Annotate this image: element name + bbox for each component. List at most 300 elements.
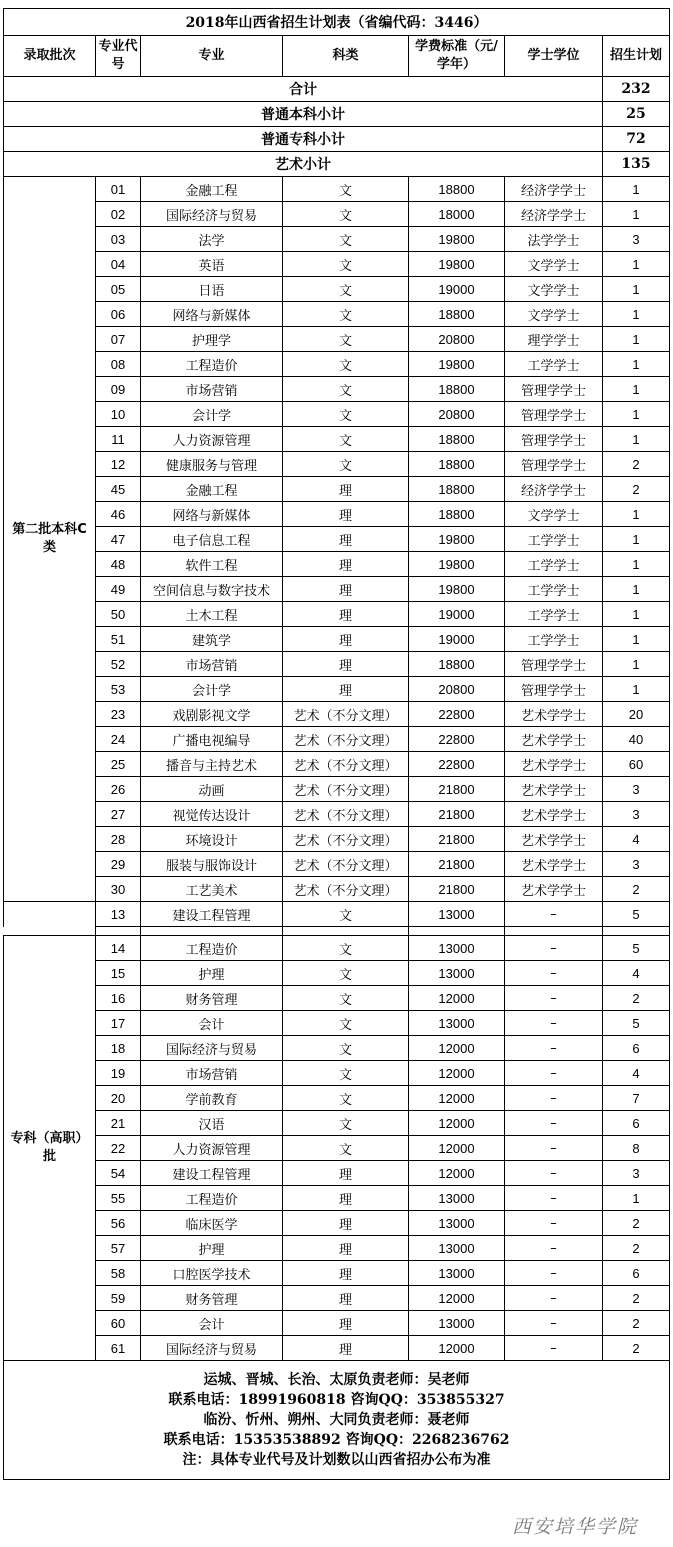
major-code-cell: 07 bbox=[96, 327, 141, 352]
table-row bbox=[4, 227, 670, 252]
category-cell: 文 bbox=[283, 402, 409, 427]
tuition-cell: 18800 bbox=[409, 377, 505, 402]
major-name-cell: 工程造价 bbox=[141, 352, 283, 377]
tuition-cell: 22800 bbox=[409, 702, 505, 727]
quota-cell: 1 bbox=[603, 302, 670, 327]
major-name-cell: 国际经济与贸易 bbox=[141, 1336, 283, 1361]
category-cell: 文 bbox=[283, 452, 409, 477]
category-cell: 文 bbox=[283, 1061, 409, 1086]
table-row bbox=[4, 502, 670, 527]
major-name-cell: 服装与服饰设计 bbox=[141, 852, 283, 877]
major-name-cell: 播音与主持艺术 bbox=[141, 752, 283, 777]
quota-cell: 1 bbox=[603, 327, 670, 352]
degree-cell: – bbox=[505, 1111, 603, 1136]
table-row bbox=[4, 1111, 670, 1136]
tuition-cell: 19800 bbox=[409, 252, 505, 277]
degree-cell: – bbox=[505, 986, 603, 1011]
major-name-cell: 法学 bbox=[141, 227, 283, 252]
contact-notes bbox=[4, 1361, 670, 1480]
gap-cell bbox=[603, 927, 670, 936]
quota-cell: 1 bbox=[603, 277, 670, 302]
category-cell: 文 bbox=[283, 961, 409, 986]
table-row bbox=[4, 327, 670, 352]
major-name-cell: 临床医学 bbox=[141, 1211, 283, 1236]
major-code-cell: 47 bbox=[96, 527, 141, 552]
quota-cell: 2 bbox=[603, 1336, 670, 1361]
major-name-cell: 工程造价 bbox=[141, 1186, 283, 1211]
gap-cell bbox=[4, 927, 96, 936]
enrollment-plan-table bbox=[3, 8, 670, 1480]
category-cell: 理 bbox=[283, 477, 409, 502]
quota-cell: 1 bbox=[603, 502, 670, 527]
degree-cell: 工学学士 bbox=[505, 527, 603, 552]
major-name-cell: 戏剧影视文学 bbox=[141, 702, 283, 727]
gap-cell bbox=[96, 927, 141, 936]
header-tuition: 学费标准（元/学年） bbox=[409, 36, 505, 77]
category-cell: 文 bbox=[283, 252, 409, 277]
quota-cell: 20 bbox=[603, 702, 670, 727]
quota-cell: 2 bbox=[603, 1211, 670, 1236]
category-cell: 理 bbox=[283, 1236, 409, 1261]
note-line: 联系电话：15353538892 咨询QQ：2268236762 bbox=[163, 1432, 510, 1448]
enrollment-plan-sheet bbox=[3, 8, 669, 1480]
degree-cell: 艺术学学士 bbox=[505, 877, 603, 902]
major-code-cell: 45 bbox=[96, 477, 141, 502]
degree-cell: – bbox=[505, 1211, 603, 1236]
quota-cell: 1 bbox=[603, 627, 670, 652]
major-name-cell: 工艺美术 bbox=[141, 877, 283, 902]
tuition-cell: 12000 bbox=[409, 1286, 505, 1311]
major-code-cell: 55 bbox=[96, 1186, 141, 1211]
degree-cell: – bbox=[505, 1336, 603, 1361]
category-cell: 文 bbox=[283, 1136, 409, 1161]
major-code-cell: 28 bbox=[96, 827, 141, 852]
major-name-cell: 财务管理 bbox=[141, 986, 283, 1011]
degree-cell: 文学学士 bbox=[505, 252, 603, 277]
header-quota: 招生计划 bbox=[603, 36, 670, 77]
tuition-cell: 13000 bbox=[409, 936, 505, 961]
category-cell: 理 bbox=[283, 1286, 409, 1311]
degree-cell: – bbox=[505, 1061, 603, 1086]
category-cell: 文 bbox=[283, 427, 409, 452]
major-code-cell: 26 bbox=[96, 777, 141, 802]
category-cell: 艺术（不分文理） bbox=[283, 802, 409, 827]
category-cell: 艺术（不分文理） bbox=[283, 752, 409, 777]
table-row bbox=[4, 752, 670, 777]
major-name-cell: 汉语 bbox=[141, 1111, 283, 1136]
category-cell: 文 bbox=[283, 377, 409, 402]
table-row bbox=[4, 577, 670, 602]
tuition-cell: 19800 bbox=[409, 352, 505, 377]
major-name-cell: 人力资源管理 bbox=[141, 1136, 283, 1161]
degree-cell: 经济学学士 bbox=[505, 477, 603, 502]
major-name-cell: 市场营销 bbox=[141, 377, 283, 402]
degree-cell: 理学学士 bbox=[505, 327, 603, 352]
tuition-cell: 20800 bbox=[409, 327, 505, 352]
degree-cell: – bbox=[505, 1311, 603, 1336]
major-code-cell: 25 bbox=[96, 752, 141, 777]
school-watermark: 西安培华学院 bbox=[512, 1516, 639, 1538]
major-name-cell: 网络与新媒体 bbox=[141, 302, 283, 327]
quota-cell: 60 bbox=[603, 752, 670, 777]
degree-cell: 艺术学学士 bbox=[505, 702, 603, 727]
major-code-cell: 23 bbox=[96, 702, 141, 727]
tuition-cell: 18800 bbox=[409, 502, 505, 527]
table-row bbox=[4, 961, 670, 986]
quota-cell: 6 bbox=[603, 1036, 670, 1061]
major-name-cell: 电子信息工程 bbox=[141, 527, 283, 552]
note-line: 注：具体专业代号及计划数以山西省招办公布为准 bbox=[182, 1452, 491, 1468]
degree-cell: 艺术学学士 bbox=[505, 727, 603, 752]
degree-cell: 管理学学士 bbox=[505, 402, 603, 427]
table-row bbox=[4, 1236, 670, 1261]
major-name-cell: 市场营销 bbox=[141, 652, 283, 677]
quota-cell: 1 bbox=[603, 402, 670, 427]
category-cell: 文 bbox=[283, 327, 409, 352]
category-cell: 艺术（不分文理） bbox=[283, 777, 409, 802]
tuition-cell: 20800 bbox=[409, 677, 505, 702]
tuition-cell: 18000 bbox=[409, 202, 505, 227]
quota-cell: 1 bbox=[603, 177, 670, 202]
tuition-cell: 22800 bbox=[409, 727, 505, 752]
major-name-cell: 金融工程 bbox=[141, 477, 283, 502]
table-row bbox=[4, 777, 670, 802]
table-row bbox=[4, 627, 670, 652]
major-name-cell: 会计学 bbox=[141, 677, 283, 702]
major-code-cell: 24 bbox=[96, 727, 141, 752]
quota-cell: 1 bbox=[603, 527, 670, 552]
degree-cell: – bbox=[505, 1186, 603, 1211]
summary-row-art bbox=[4, 152, 670, 177]
degree-cell: 法学学士 bbox=[505, 227, 603, 252]
major-code-cell: 12 bbox=[96, 452, 141, 477]
major-code-cell: 16 bbox=[96, 986, 141, 1011]
major-name-cell: 建设工程管理 bbox=[141, 902, 283, 927]
summary-value: 25 bbox=[603, 102, 670, 127]
quota-cell: 2 bbox=[603, 1311, 670, 1336]
quota-cell: 5 bbox=[603, 936, 670, 961]
table-row bbox=[4, 602, 670, 627]
major-name-cell: 学前教育 bbox=[141, 1086, 283, 1111]
major-name-cell: 口腔医学技术 bbox=[141, 1261, 283, 1286]
tuition-cell: 19800 bbox=[409, 527, 505, 552]
section-gap bbox=[4, 927, 670, 936]
table-row bbox=[4, 352, 670, 377]
category-cell: 理 bbox=[283, 552, 409, 577]
major-name-cell: 建筑学 bbox=[141, 627, 283, 652]
tuition-cell: 18800 bbox=[409, 477, 505, 502]
degree-cell: 管理学学士 bbox=[505, 677, 603, 702]
header-batch: 录取批次 bbox=[4, 36, 96, 77]
major-code-cell: 21 bbox=[96, 1111, 141, 1136]
tuition-cell: 18800 bbox=[409, 452, 505, 477]
header-category: 科类 bbox=[283, 36, 409, 77]
batch-label: 第二批本科C类 bbox=[12, 522, 87, 555]
note-line: 临汾、忻州、朔州、大同负责老师：聂老师 bbox=[203, 1412, 470, 1428]
major-name-cell: 健康服务与管理 bbox=[141, 452, 283, 477]
table-row bbox=[4, 702, 670, 727]
summary-label: 普通专科小计 bbox=[4, 127, 603, 152]
table-row bbox=[4, 477, 670, 502]
major-code-cell: 11 bbox=[96, 427, 141, 452]
category-cell: 文 bbox=[283, 352, 409, 377]
degree-cell: – bbox=[505, 1286, 603, 1311]
major-name-cell: 会计学 bbox=[141, 402, 283, 427]
table-row bbox=[4, 377, 670, 402]
tuition-cell: 18800 bbox=[409, 427, 505, 452]
degree-cell: 经济学学士 bbox=[505, 202, 603, 227]
summary-label: 合计 bbox=[4, 77, 603, 102]
tuition-cell: 13000 bbox=[409, 1236, 505, 1261]
major-code-cell: 49 bbox=[96, 577, 141, 602]
table-row bbox=[4, 1286, 670, 1311]
batch-cell-undergrad bbox=[4, 177, 96, 902]
table-row bbox=[4, 452, 670, 477]
table-row bbox=[4, 427, 670, 452]
degree-cell: 管理学学士 bbox=[505, 452, 603, 477]
tuition-cell: 19800 bbox=[409, 227, 505, 252]
tuition-cell: 12000 bbox=[409, 1061, 505, 1086]
degree-cell: 工学学士 bbox=[505, 602, 603, 627]
major-name-cell: 护理学 bbox=[141, 327, 283, 352]
degree-cell: – bbox=[505, 1011, 603, 1036]
degree-cell: – bbox=[505, 902, 603, 927]
category-cell: 理 bbox=[283, 1161, 409, 1186]
quota-cell: 1 bbox=[603, 577, 670, 602]
quota-cell: 2 bbox=[603, 1286, 670, 1311]
quota-cell: 2 bbox=[603, 1236, 670, 1261]
major-code-cell: 57 bbox=[96, 1236, 141, 1261]
quota-cell: 3 bbox=[603, 227, 670, 252]
major-name-cell: 工程造价 bbox=[141, 936, 283, 961]
category-cell: 理 bbox=[283, 527, 409, 552]
category-cell: 文 bbox=[283, 277, 409, 302]
quota-cell: 3 bbox=[603, 1161, 670, 1186]
tuition-cell: 18800 bbox=[409, 652, 505, 677]
quota-cell: 1 bbox=[603, 202, 670, 227]
quota-cell: 1 bbox=[603, 552, 670, 577]
tuition-cell: 20800 bbox=[409, 402, 505, 427]
tuition-cell: 19000 bbox=[409, 627, 505, 652]
table-row bbox=[4, 1061, 670, 1086]
major-code-cell: 30 bbox=[96, 877, 141, 902]
tuition-cell: 21800 bbox=[409, 877, 505, 902]
header-code: 专业代号 bbox=[96, 36, 141, 77]
degree-cell: – bbox=[505, 961, 603, 986]
major-name-cell: 广播电视编导 bbox=[141, 727, 283, 752]
empty-batch-cell bbox=[4, 902, 96, 927]
category-cell: 理 bbox=[283, 1211, 409, 1236]
category-cell: 理 bbox=[283, 1261, 409, 1286]
major-name-cell: 市场营销 bbox=[141, 1061, 283, 1086]
degree-cell: – bbox=[505, 1236, 603, 1261]
major-name-cell: 视觉传达设计 bbox=[141, 802, 283, 827]
quota-cell: 2 bbox=[603, 452, 670, 477]
summary-label: 普通本科小计 bbox=[4, 102, 603, 127]
table-row bbox=[4, 202, 670, 227]
tuition-cell: 19000 bbox=[409, 602, 505, 627]
tuition-cell: 13000 bbox=[409, 961, 505, 986]
tuition-cell: 12000 bbox=[409, 1086, 505, 1111]
quota-cell: 1 bbox=[603, 377, 670, 402]
table-row bbox=[4, 277, 670, 302]
tuition-cell: 12000 bbox=[409, 1036, 505, 1061]
degree-cell: 艺术学学士 bbox=[505, 752, 603, 777]
major-code-cell: 50 bbox=[96, 602, 141, 627]
major-code-cell: 02 bbox=[96, 202, 141, 227]
major-code-cell: 27 bbox=[96, 802, 141, 827]
batch-cell-college bbox=[4, 936, 96, 1361]
table-row bbox=[4, 1336, 670, 1361]
major-name-cell: 动画 bbox=[141, 777, 283, 802]
tuition-cell: 21800 bbox=[409, 852, 505, 877]
category-cell: 文 bbox=[283, 1011, 409, 1036]
major-code-cell: 60 bbox=[96, 1311, 141, 1336]
major-name-cell: 人力资源管理 bbox=[141, 427, 283, 452]
table-row bbox=[4, 986, 670, 1011]
tuition-cell: 12000 bbox=[409, 1161, 505, 1186]
major-name-cell: 空间信息与数字技术 bbox=[141, 577, 283, 602]
category-cell: 理 bbox=[283, 1186, 409, 1211]
degree-cell: 艺术学学士 bbox=[505, 852, 603, 877]
tuition-cell: 12000 bbox=[409, 1336, 505, 1361]
quota-cell: 3 bbox=[603, 777, 670, 802]
tuition-cell: 18800 bbox=[409, 302, 505, 327]
quota-cell: 1 bbox=[603, 677, 670, 702]
table-row bbox=[4, 527, 670, 552]
tuition-cell: 13000 bbox=[409, 1211, 505, 1236]
table-row bbox=[4, 677, 670, 702]
table-row bbox=[4, 1036, 670, 1061]
degree-cell: – bbox=[505, 936, 603, 961]
table-row bbox=[4, 727, 670, 752]
table-row bbox=[4, 302, 670, 327]
summary-value: 72 bbox=[603, 127, 670, 152]
category-cell: 艺术（不分文理） bbox=[283, 877, 409, 902]
degree-cell: 文学学士 bbox=[505, 302, 603, 327]
table-row bbox=[4, 802, 670, 827]
tuition-cell: 12000 bbox=[409, 986, 505, 1011]
degree-cell: – bbox=[505, 1036, 603, 1061]
table-row bbox=[4, 902, 670, 927]
category-cell: 文 bbox=[283, 177, 409, 202]
category-cell: 理 bbox=[283, 577, 409, 602]
table-row bbox=[4, 1186, 670, 1211]
table-row bbox=[4, 1011, 670, 1036]
major-name-cell: 英语 bbox=[141, 252, 283, 277]
category-cell: 文 bbox=[283, 1111, 409, 1136]
tuition-cell: 12000 bbox=[409, 1136, 505, 1161]
major-code-cell: 03 bbox=[96, 227, 141, 252]
category-cell: 理 bbox=[283, 1336, 409, 1361]
summary-row-undergrad bbox=[4, 102, 670, 127]
major-code-cell: 58 bbox=[96, 1261, 141, 1286]
category-cell: 艺术（不分文理） bbox=[283, 852, 409, 877]
category-cell: 文 bbox=[283, 986, 409, 1011]
summary-value: 135 bbox=[603, 152, 670, 177]
quota-cell: 5 bbox=[603, 1011, 670, 1036]
degree-cell: – bbox=[505, 1161, 603, 1186]
quota-cell: 4 bbox=[603, 827, 670, 852]
quota-cell: 1 bbox=[603, 352, 670, 377]
major-code-cell: 06 bbox=[96, 302, 141, 327]
degree-cell: 艺术学学士 bbox=[505, 777, 603, 802]
tuition-cell: 19800 bbox=[409, 552, 505, 577]
quota-cell: 7 bbox=[603, 1086, 670, 1111]
major-code-cell: 48 bbox=[96, 552, 141, 577]
major-name-cell: 环境设计 bbox=[141, 827, 283, 852]
major-name-cell: 建设工程管理 bbox=[141, 1161, 283, 1186]
table-row bbox=[4, 936, 670, 961]
category-cell: 文 bbox=[283, 936, 409, 961]
tuition-cell: 12000 bbox=[409, 1111, 505, 1136]
quota-cell: 2 bbox=[603, 986, 670, 1011]
summary-label: 艺术小计 bbox=[4, 152, 603, 177]
category-cell: 艺术（不分文理） bbox=[283, 827, 409, 852]
gap-cell bbox=[409, 927, 505, 936]
quota-cell: 2 bbox=[603, 877, 670, 902]
category-cell: 理 bbox=[283, 1311, 409, 1336]
batch-label: 专科（高职）批 bbox=[10, 1131, 89, 1164]
table-row bbox=[4, 1211, 670, 1236]
major-name-cell: 护理 bbox=[141, 961, 283, 986]
category-cell: 理 bbox=[283, 677, 409, 702]
summary-row-college bbox=[4, 127, 670, 152]
degree-cell: 管理学学士 bbox=[505, 652, 603, 677]
category-cell: 理 bbox=[283, 502, 409, 527]
contact-notes-row bbox=[4, 1361, 670, 1480]
note-line: 联系电话：18991960818 咨询QQ：353855327 bbox=[168, 1392, 505, 1408]
major-code-cell: 14 bbox=[96, 936, 141, 961]
category-cell: 文 bbox=[283, 902, 409, 927]
major-code-cell: 05 bbox=[96, 277, 141, 302]
major-code-cell: 52 bbox=[96, 652, 141, 677]
major-code-cell: 04 bbox=[96, 252, 141, 277]
category-cell: 文 bbox=[283, 302, 409, 327]
major-code-cell: 08 bbox=[96, 352, 141, 377]
quota-cell: 1 bbox=[603, 602, 670, 627]
table-row bbox=[4, 552, 670, 577]
major-code-cell: 22 bbox=[96, 1136, 141, 1161]
degree-cell: 工学学士 bbox=[505, 352, 603, 377]
tuition-cell: 21800 bbox=[409, 827, 505, 852]
major-name-cell: 国际经济与贸易 bbox=[141, 202, 283, 227]
major-code-cell: 20 bbox=[96, 1086, 141, 1111]
major-code-cell: 19 bbox=[96, 1061, 141, 1086]
tuition-cell: 13000 bbox=[409, 1311, 505, 1336]
degree-cell: 艺术学学士 bbox=[505, 827, 603, 852]
major-code-cell: 15 bbox=[96, 961, 141, 986]
tuition-cell: 21800 bbox=[409, 802, 505, 827]
header-major: 专业 bbox=[141, 36, 283, 77]
degree-cell: – bbox=[505, 1261, 603, 1286]
degree-cell: 文学学士 bbox=[505, 277, 603, 302]
major-code-cell: 59 bbox=[96, 1286, 141, 1311]
major-code-cell: 10 bbox=[96, 402, 141, 427]
quota-cell: 6 bbox=[603, 1261, 670, 1286]
major-name-cell: 会计 bbox=[141, 1311, 283, 1336]
category-cell: 文 bbox=[283, 227, 409, 252]
tuition-cell: 13000 bbox=[409, 1261, 505, 1286]
major-code-cell: 17 bbox=[96, 1011, 141, 1036]
degree-cell: 文学学士 bbox=[505, 502, 603, 527]
degree-cell: 艺术学学士 bbox=[505, 802, 603, 827]
major-code-cell: 01 bbox=[96, 177, 141, 202]
tuition-cell: 21800 bbox=[409, 777, 505, 802]
tuition-cell: 13000 bbox=[409, 1186, 505, 1211]
table-row bbox=[4, 652, 670, 677]
quota-cell: 1 bbox=[603, 652, 670, 677]
